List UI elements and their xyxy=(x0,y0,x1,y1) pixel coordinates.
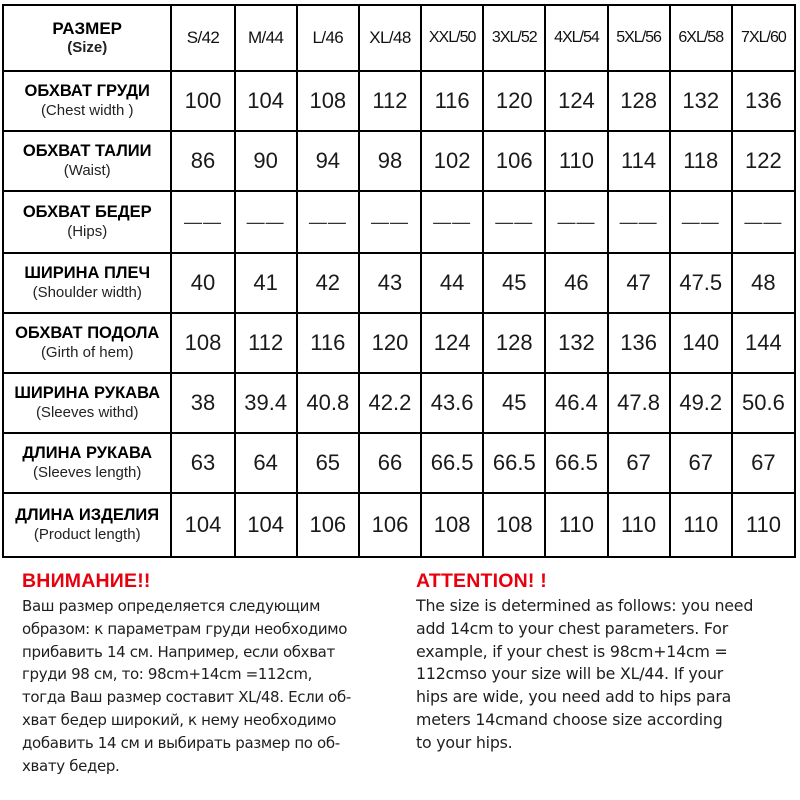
measurement-cell: 132 xyxy=(670,71,732,131)
measurement-cell: 104 xyxy=(171,493,234,557)
row-label-ru: ШИРИНА ПЛЕЧ xyxy=(24,264,151,282)
measurement-cell: —— xyxy=(545,191,607,253)
size-header-cell: 6XL/58 xyxy=(670,5,732,71)
measurement-cell: 108 xyxy=(483,493,545,557)
measurement-cell: 124 xyxy=(421,313,483,373)
row-label-ru: ОБХВАТ ПОДОЛА xyxy=(15,324,160,342)
row-label-cell xyxy=(3,313,171,373)
measurement-cell: 128 xyxy=(608,71,670,131)
size-chart-body xyxy=(3,5,795,557)
notice-body-ru xyxy=(22,595,410,777)
measurement-cell: 98 xyxy=(359,131,421,191)
notice-line: груди 98 см, то: 98cm+14cm =112cm, xyxy=(22,665,313,684)
measurement-cell: 47 xyxy=(608,253,670,313)
measurement-cell: 66.5 xyxy=(483,433,545,493)
row-label-ru: ОБХВАТ ТАЛИИ xyxy=(22,142,152,160)
size-notes xyxy=(0,562,800,800)
measurement-cell: 46 xyxy=(545,253,607,313)
measurement-cell: 66 xyxy=(359,433,421,493)
measurement-cell: —— xyxy=(235,191,297,253)
measurement-cell: 106 xyxy=(483,131,545,191)
measurement-cell: —— xyxy=(608,191,670,253)
size-header-cell: 5XL/56 xyxy=(608,5,670,71)
measurement-cell: 86 xyxy=(171,131,234,191)
measurement-cell: —— xyxy=(670,191,732,253)
measurement-cell: 118 xyxy=(670,131,732,191)
row-label-en: (Sleeves length) xyxy=(33,464,142,481)
notice-line: добавить 14 см и выбирать размер по об- xyxy=(22,733,340,752)
row-label-cell xyxy=(3,191,171,253)
row-label-cell xyxy=(3,373,171,433)
measurement-cell: 110 xyxy=(670,493,732,557)
notice-english xyxy=(416,568,798,755)
notice-line: хвату бедер. xyxy=(22,756,120,775)
measurement-cell: 40 xyxy=(171,253,234,313)
row-label-cell xyxy=(3,433,171,493)
measurement-cell: 116 xyxy=(297,313,359,373)
size-label-en: (Size) xyxy=(67,39,108,56)
row-label-cell xyxy=(3,71,171,131)
measurement-cell: 39.4 xyxy=(235,373,297,433)
measurement-cell: 116 xyxy=(421,71,483,131)
measurement-cell: 38 xyxy=(171,373,234,433)
measurement-cell: 40.8 xyxy=(297,373,359,433)
row-label-cell xyxy=(3,131,171,191)
row-label-cell xyxy=(3,493,171,557)
measurement-cell: 122 xyxy=(732,131,795,191)
measurement-cell: 64 xyxy=(235,433,297,493)
measurement-cell: 41 xyxy=(235,253,297,313)
row-label-ru: ШИРИНА РУКАВА xyxy=(14,384,161,402)
measurement-cell: 136 xyxy=(732,71,795,131)
measurement-cell: 102 xyxy=(421,131,483,191)
notice-line: прибавить 14 см. Например, если обхват xyxy=(22,642,335,661)
measurement-cell: 49.2 xyxy=(670,373,732,433)
measurement-cell: 63 xyxy=(171,433,234,493)
product-length-row xyxy=(3,493,795,557)
notice-title-ru: ВНИМАНИЕ!! xyxy=(22,570,151,592)
header-row xyxy=(3,5,795,71)
measurement-cell: 90 xyxy=(235,131,297,191)
measurement-cell: 106 xyxy=(359,493,421,557)
row-label-ru: ДЛИНА ИЗДЕЛИЯ xyxy=(15,506,160,524)
size-header-cell: S/42 xyxy=(171,5,234,71)
row-label-en: (Sleeves withd) xyxy=(35,404,139,421)
measurement-cell: 108 xyxy=(297,71,359,131)
notice-line: example, if your chest is 98cm+14cm = xyxy=(416,641,728,661)
row-label-en: (Shoulder width) xyxy=(32,284,142,301)
row-label-ru: ОБХВАТ ГРУДИ xyxy=(24,82,150,100)
measurement-cell: 110 xyxy=(545,131,607,191)
notice-line: meters 14cmand choose size according xyxy=(416,709,723,729)
hips-row xyxy=(3,191,795,253)
measurement-cell: —— xyxy=(732,191,795,253)
row-label-en: (Chest width ) xyxy=(40,102,134,119)
size-header-cell: XL/48 xyxy=(359,5,421,71)
waist-row xyxy=(3,131,795,191)
shoulder-row xyxy=(3,253,795,313)
notice-line: to your hips. xyxy=(416,732,513,752)
measurement-cell: —— xyxy=(171,191,234,253)
measurement-cell: 66.5 xyxy=(545,433,607,493)
measurement-cell: 42.2 xyxy=(359,373,421,433)
size-header-cell: L/46 xyxy=(297,5,359,71)
measurement-cell: 128 xyxy=(483,313,545,373)
measurement-cell: 120 xyxy=(359,313,421,373)
chest-row xyxy=(3,71,795,131)
measurement-cell: 112 xyxy=(235,313,297,373)
measurement-cell: 43 xyxy=(359,253,421,313)
measurement-cell: 100 xyxy=(171,71,234,131)
notice-line: Ваш размер определяется следующим xyxy=(22,597,321,615)
notice-line: тогда Ваш размер составит XL/48. Если об- xyxy=(22,688,351,707)
measurement-cell: 110 xyxy=(732,493,795,557)
measurement-cell: —— xyxy=(297,191,359,253)
measurement-cell: 43.6 xyxy=(421,373,483,433)
notice-line: 112cmso your size will be XL/44. If your xyxy=(416,664,724,684)
measurement-cell: 46.4 xyxy=(545,373,607,433)
size-chart-table xyxy=(2,4,796,558)
measurement-cell: 144 xyxy=(732,313,795,373)
notice-russian xyxy=(22,568,410,777)
measurement-cell: 110 xyxy=(545,493,607,557)
measurement-cell: 140 xyxy=(670,313,732,373)
measurement-cell: 104 xyxy=(235,71,297,131)
sleeve-length-row xyxy=(3,433,795,493)
notice-line: хват бедер широкий, к нему необходимо xyxy=(22,710,337,729)
row-label-cell xyxy=(3,253,171,313)
notice-title-en: ATTENTION! ! xyxy=(416,570,547,592)
measurement-cell: —— xyxy=(483,191,545,253)
measurement-cell: 106 xyxy=(297,493,359,557)
row-label-en: (Product length) xyxy=(33,526,141,543)
hem-row xyxy=(3,313,795,373)
measurement-cell: 42 xyxy=(297,253,359,313)
notice-line: hips are wide, you need add to hips para xyxy=(416,687,732,707)
measurement-cell: 114 xyxy=(608,131,670,191)
size-label-cell xyxy=(3,5,171,71)
measurement-cell: 67 xyxy=(608,433,670,493)
measurement-cell: 44 xyxy=(421,253,483,313)
notice-body-en xyxy=(416,595,798,755)
measurement-cell: 112 xyxy=(359,71,421,131)
notice-line: образом: к параметрам груди необходимо xyxy=(22,619,348,638)
measurement-cell: 66.5 xyxy=(421,433,483,493)
measurement-cell: 65 xyxy=(297,433,359,493)
row-label-en: (Hips) xyxy=(67,223,108,240)
notice-line: add 14cm to your chest parameters. For xyxy=(416,618,728,638)
measurement-cell: 136 xyxy=(608,313,670,373)
size-header-cell: 3XL/52 xyxy=(483,5,545,71)
measurement-cell: 104 xyxy=(235,493,297,557)
measurement-cell: 108 xyxy=(171,313,234,373)
size-header-cell: M/44 xyxy=(235,5,297,71)
measurement-cell: 45 xyxy=(483,253,545,313)
measurement-cell: 50.6 xyxy=(732,373,795,433)
measurement-cell: 45 xyxy=(483,373,545,433)
size-header-cell: XXL/50 xyxy=(421,5,483,71)
measurement-cell: 47.5 xyxy=(670,253,732,313)
measurement-cell: 94 xyxy=(297,131,359,191)
measurement-cell: —— xyxy=(359,191,421,253)
size-header-cell: 4XL/54 xyxy=(545,5,607,71)
measurement-cell: 67 xyxy=(670,433,732,493)
measurement-cell: 110 xyxy=(608,493,670,557)
size-label-ru: РАЗМЕР xyxy=(52,19,123,38)
measurement-cell: —— xyxy=(421,191,483,253)
measurement-cell: 132 xyxy=(545,313,607,373)
row-label-en: (Girth of hem) xyxy=(40,344,134,361)
measurement-cell: 108 xyxy=(421,493,483,557)
row-label-en: (Waist) xyxy=(63,162,111,179)
measurement-cell: 47.8 xyxy=(608,373,670,433)
row-label-ru: ДЛИНА РУКАВА xyxy=(22,444,153,462)
size-header-cell: 7XL/60 xyxy=(732,5,795,71)
row-label-ru: ОБХВАТ БЕДЕР xyxy=(22,203,152,221)
sleeve-width-row xyxy=(3,373,795,433)
measurement-cell: 124 xyxy=(545,71,607,131)
notice-line: The size is determined as follows: you need xyxy=(416,596,754,615)
measurement-cell: 120 xyxy=(483,71,545,131)
measurement-cell: 48 xyxy=(732,253,795,313)
measurement-cell: 67 xyxy=(732,433,795,493)
